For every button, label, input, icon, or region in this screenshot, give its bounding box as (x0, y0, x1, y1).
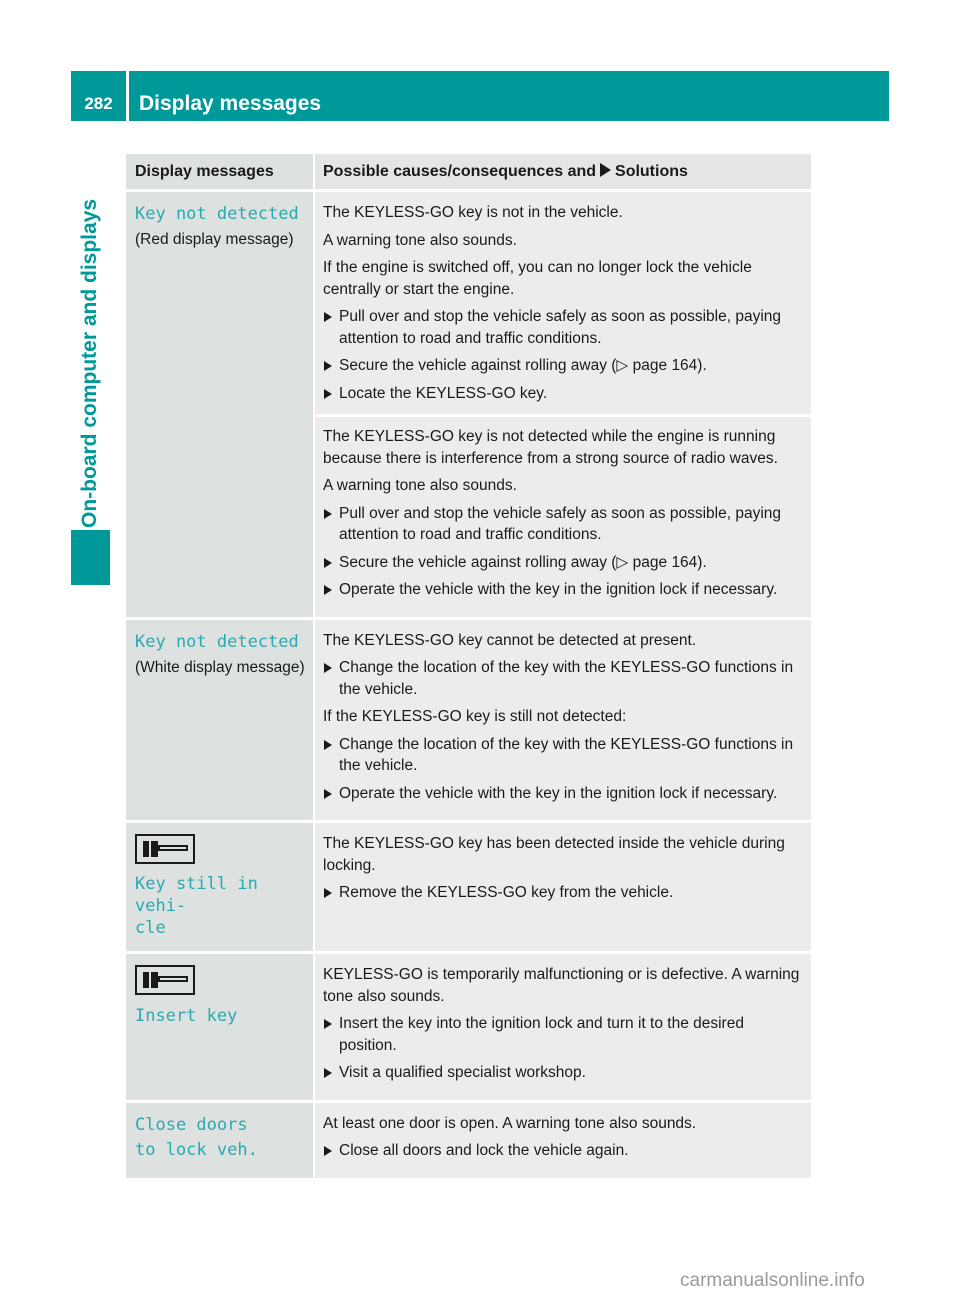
header-divider (126, 71, 129, 121)
header-bar (71, 71, 889, 121)
solution-step: Close all doors and lock the vehicle again. (323, 1140, 805, 1162)
message-cell (126, 192, 313, 617)
table-row (126, 617, 811, 821)
cause-text: The KEYLESS-GO key is not in the vehicle. (323, 204, 623, 221)
side-tab-title: On-board computer and displays (78, 198, 101, 528)
column-header-messages: Display messages (126, 154, 313, 189)
watermark: carmanualsonline.info (680, 1270, 865, 1291)
display-messages-table (126, 154, 811, 1178)
cause-text: A warning tone also sounds. (323, 477, 517, 494)
cause-text: The KEYLESS-GO key cannot be detected at present. (323, 631, 697, 649)
solution-cell (313, 823, 811, 951)
table-row (126, 189, 811, 617)
cause-text: If the KEYLESS-GO key is still not detected: (323, 708, 627, 725)
page-title: Display messages (139, 92, 322, 115)
cause-text: The KEYLESS-GO key is not detected while the engine is running because there is interference from a strong source of radio waves. (323, 428, 778, 467)
solution-step: Change the location of the key with the KEYLESS-GO functions in the vehicle. (323, 657, 805, 700)
key-icon (135, 965, 195, 995)
arrow-right-icon (600, 163, 611, 177)
table-row (126, 820, 811, 951)
solution-step: Visit a qualified specialist workshop. (323, 1062, 805, 1084)
cause-text: If the engine is switched off, you can no longer lock the vehicle centrally or start the engine. (323, 259, 752, 298)
message-note: (Red display message) (135, 231, 294, 248)
solution-step: Operate the vehicle with the key in the ignition lock if necessary. (323, 783, 805, 805)
key-icon (135, 834, 195, 864)
solution-step: Pull over and stop the vehicle safely as soon as possible, paying attention to road and traffic conditions. (323, 306, 805, 349)
display-message: Insert key (135, 1006, 238, 1026)
display-message: to lock veh. (135, 1139, 258, 1160)
table-header-row (126, 154, 811, 189)
solution-step: Locate the KEYLESS-GO key. (323, 383, 805, 405)
table-row (126, 1100, 811, 1178)
solution-step: Change the location of the key with the KEYLESS-GO functions in the vehicle. (323, 734, 805, 777)
solution-cell (313, 620, 811, 821)
display-message: Key still in vehi‐ (135, 874, 258, 916)
solution-step: Insert the key into the ignition lock and turn it to the desired position. (323, 1013, 805, 1056)
column-header-solutions-label: Solutions (615, 163, 688, 180)
message-cell (126, 1103, 313, 1178)
solution-step: Secure the vehicle against rolling away (▷ page 164). (323, 355, 805, 377)
message-note: (White display message) (135, 658, 305, 676)
solution-cell (313, 1103, 811, 1178)
solution-cell (313, 954, 811, 1100)
solution-subsection (315, 414, 811, 601)
display-message: cle (135, 918, 166, 938)
message-cell (126, 823, 313, 951)
solution-step: Operate the vehicle with the key in the ignition lock if necessary. (323, 579, 805, 601)
column-header-causes (313, 154, 811, 189)
display-message: Close doors (135, 1114, 248, 1135)
message-cell (126, 620, 313, 821)
solution-cell (313, 192, 811, 617)
side-tab-block (71, 530, 110, 585)
solution-step: Pull over and stop the vehicle safely as soon as possible, paying attention to road and traffic conditions. (323, 503, 805, 546)
solution-step: Secure the vehicle against rolling away (▷ page 164). (323, 552, 805, 574)
page-number: 282 (84, 94, 113, 113)
cause-text: KEYLESS-GO is temporarily malfunctioning or is defective. A warning tone also sounds. (323, 966, 800, 1005)
solution-step: Remove the KEYLESS-GO key from the vehicle. (323, 882, 805, 904)
cause-text: At least one door is open. A warning tone also sounds. (323, 1114, 697, 1132)
display-message: Key not detected (135, 204, 299, 224)
message-cell (126, 954, 313, 1100)
display-message: Key not detected (135, 631, 299, 652)
table-row (126, 951, 811, 1100)
column-header-causes-label: Possible causes/consequences and (323, 163, 597, 180)
cause-text: A warning tone also sounds. (323, 231, 517, 249)
cause-text: The KEYLESS-GO key has been detected inside the vehicle during locking. (323, 835, 785, 874)
